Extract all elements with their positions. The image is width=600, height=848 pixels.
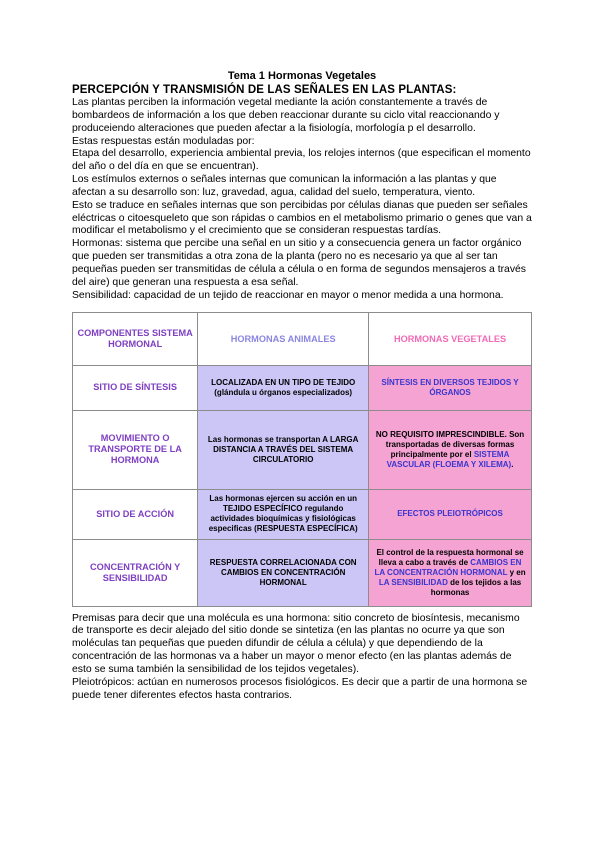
animal-cell: Las hormonas se transportan A LARGA DISTANCIA A TRAVÉS DEL SISTEMA CIRCULATORIO — [198, 410, 369, 489]
animal-cell-sub: (glándula u órganos especializados) — [214, 387, 353, 397]
table-row — [73, 539, 532, 606]
plant-cell-main: NO REQUISITO IMPRESCINDIBLE. Son — [375, 429, 525, 439]
plant-cell: SÍNTESIS EN DIVERSOS TEJIDOS Y ÓRGANOS — [369, 365, 532, 410]
row-label: MOVIMIENTO O TRANSPORTE DE LA HORMONA — [73, 410, 198, 489]
plant-cell-highlight: LA SENSIBILIDAD — [378, 577, 448, 587]
animal-cell: Las hormonas ejercen su acción en un TEJIDO ESPECÍFICO regulando actividades bioquímicas y fisiológicas especificas (RESPUESTA ESPECÍFICA) — [198, 489, 369, 539]
plant-cell-text: El control de la respuesta hormonal se lleva a cabo a través de — [376, 547, 524, 567]
animal-cell-main: LOCALIZADA EN UN TIPO DE TEJIDO — [211, 377, 356, 387]
paragraph: Estas respuestas están moduladas por: — [72, 135, 255, 147]
animal-cell: RESPUESTA CORRELACIONADA CON CAMBIOS EN CONCENTRACIÓN HORMONAL — [198, 539, 369, 606]
table-header-row — [73, 312, 532, 365]
table-row — [73, 365, 532, 410]
animal-cell — [198, 365, 369, 410]
paragraph: Hormonas: sistema que percibe una señal en un sitio y a consecuencia genera un factor orgánico que pueden ser transmitidas a otra zona de la planta (pero no es necesario ya que al ser tan pequeñas pueden ser transmitidas de célula a célula o en forma de segundos mensajeros a través del aire) que generan una respuesta a esa señal. — [72, 238, 527, 288]
hormone-comparison-table — [72, 312, 532, 607]
paragraph: Esto se traduce en señales internas que son percibidas por células dianas que pueden ser señales eléctricas o citoesqueleto que son rápidas o cambios en el metabolismo primario o genes que van a modificar el metabolismo y el crecimiento que se consideran respuestas tardías. — [72, 199, 532, 237]
plant-cell — [369, 410, 532, 489]
plant-cell-end: . — [511, 459, 514, 469]
paragraph: Los estímulos externos o señales internas que comunican la información a las plantas y que afectan a su desarrollo son: luz, gravedad, agua, calidad del suelo, temperatura, viento. — [72, 174, 497, 198]
row-label: SITIO DE ACCIÓN — [73, 489, 198, 539]
row-label: SITIO DE SÍNTESIS — [73, 365, 198, 410]
plant-cell-sub: transportadas de diversas formas principalmente por el — [385, 439, 515, 459]
header-animal-hormones: HORMONAS ANIMALES — [198, 312, 369, 365]
paragraph: Etapa del desarrollo, experiencia ambiental previa, los relojes internos (que especifican el momento del año o del día en que se encuentran). — [72, 148, 531, 173]
plant-cell-highlight: CAMBIOS EN LA CONCENTRACIÓN HORMONAL — [374, 557, 522, 577]
paragraph: Sensibilidad: capacidad de un tejido de reaccionar en mayor o menor medida a una hormona. — [72, 289, 504, 301]
document-page — [72, 70, 532, 702]
plant-cell-text: de los tejidos a las hormonas — [430, 577, 522, 597]
section-heading: PERCEPCIÓN Y TRANSMISIÓN DE LAS SEÑALES EN LAS PLANTAS: — [72, 84, 457, 96]
row-label: CONCENTRACIÓN Y SENSIBILIDAD — [73, 539, 198, 606]
header-plant-hormones: HORMONAS VEGETALES — [369, 312, 532, 365]
paragraph: Premisas para decir que una molécula es una hormona: sitio concreto de biosíntesis, mecanismo de transporte es decir alejado del sitio donde se sintetiza (en las plantas no ocurre ya que son moléculas tan pequeñas que pueden difundir de célula a célula) y que dependiendo de la concentración de las hormonas va a haber un mayor o menor efecto (en las plantas además de esto se suma también la sensibilidad de los tejidos vegetales). — [72, 612, 520, 675]
plant-cell — [369, 539, 532, 606]
header-components: COMPONENTES SISTEMA HORMONAL — [73, 312, 198, 365]
table-row — [73, 489, 532, 539]
plant-cell: EFECTOS PLEIOTRÓPICOS — [369, 489, 532, 539]
table-row — [73, 410, 532, 489]
plant-cell-highlight: SISTEMA VASCULAR (FLOEMA Y XILEMA) — [386, 449, 512, 469]
plant-cell-text: y en — [509, 567, 526, 577]
document-title: Tema 1 Hormonas Vegetales — [227, 70, 377, 82]
paragraph: Las plantas perciben la información vegetal mediante la ación constantemente a través de bombardeos de información a los que deben reaccionar durante su ciclo vital reaccionando y produceiendo alteraciones que pueden afectar a la fisiología, morfología p el desarrollo. — [72, 97, 500, 134]
paragraph: Pleiotrópicos: actúan en numerosos procesos fisiológicos. Es decir que a partir de una hormona se puede tener diferentes efectos hasta contrarios. — [72, 676, 528, 701]
